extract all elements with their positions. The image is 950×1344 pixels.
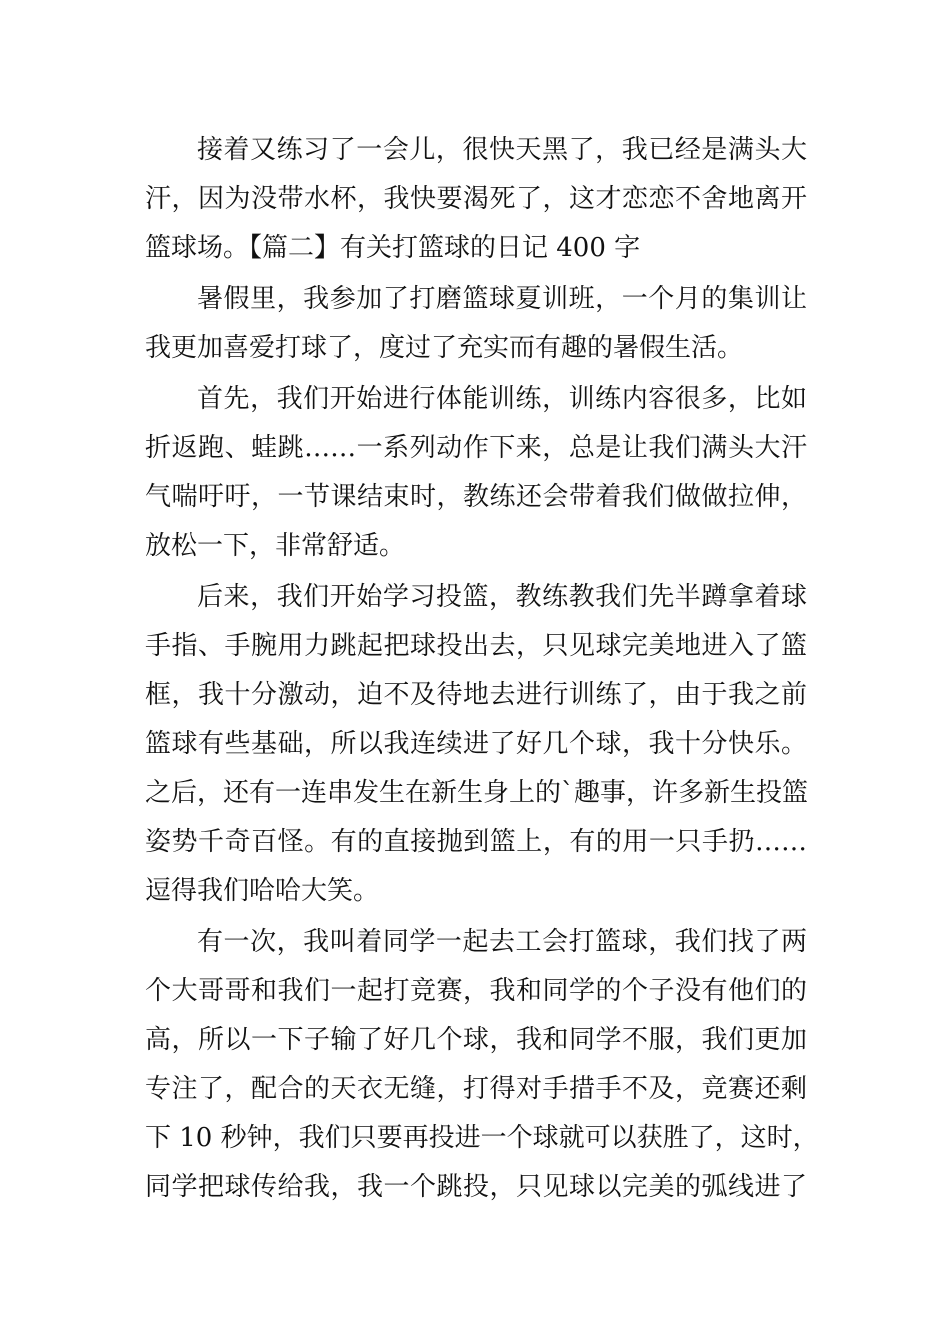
text-line: 个大哥哥和我们一起打竞赛，我和同学的个子没有他们的 <box>145 976 807 1006</box>
text-line: 框，我十分激动，迫不及待地去进行训练了，由于我之前 <box>145 680 807 710</box>
text-line: 逗得我们哈哈大笑。 <box>145 876 380 906</box>
text-line: 篮球有些基础，所以我连续进了好几个球，我十分快乐。 <box>145 729 807 759</box>
text-line: 高，所以一下子输了好几个球，我和同学不服，我们更加 <box>145 1025 807 1055</box>
text-line: 我更加喜爱打球了，度过了充实而有趣的暑假生活。 <box>145 333 744 363</box>
text-line: 首先，我们开始进行体能训练，训练内容很多，比如 <box>197 384 807 414</box>
text-line: 篮球场。【篇二】有关打篮球的日记 400 字 <box>145 233 641 263</box>
text-line: 有一次，我叫着同学一起去工会打篮球，我们找了两 <box>197 927 807 957</box>
text-line: 手指、手腕用力跳起把球投出去，只见球完美地进入了篮 <box>145 631 807 661</box>
text-line: 气喘吁吁，一节课结束时，教练还会带着我们做做拉伸， <box>145 482 807 512</box>
text-line: 之后，还有一连串发生在新生身上的`趣事，许多新生投篮 <box>145 778 809 808</box>
text-line: 姿势千奇百怪。有的直接抛到篮上，有的用一只手扔…… <box>145 827 807 857</box>
paragraph <box>145 573 807 916</box>
paragraph <box>145 918 819 1212</box>
text-line: 暑假里，我参加了打磨篮球夏训班，一个月的集训让 <box>197 284 807 314</box>
text-line: 下 10 秒钟，我们只要再投进一个球就可以获胜了，这时， <box>145 1123 819 1153</box>
text-line: 后来，我们开始学习投篮，教练教我们先半蹲拿着球 <box>197 582 807 612</box>
text-line: 折返跑、蛙跳……一系列动作下来，总是让我们满头大汗 <box>145 433 807 463</box>
text-line: 专注了，配合的天衣无缝，打得对手措手不及，竞赛还剩 <box>145 1074 807 1104</box>
text-line: 同学把球传给我，我一个跳投，只见球以完美的弧线进了 <box>145 1172 807 1202</box>
document-body <box>145 126 819 1212</box>
text-line: 接着又练习了一会儿，很快天黑了，我已经是满头大 <box>197 135 807 165</box>
paragraph <box>145 275 807 373</box>
text-line: 放松一下，非常舒适。 <box>145 531 406 561</box>
paragraph <box>145 375 807 571</box>
paragraph <box>145 126 807 273</box>
text-line: 汗，因为没带水杯，我快要渴死了，这才恋恋不舍地离开 <box>145 184 807 214</box>
